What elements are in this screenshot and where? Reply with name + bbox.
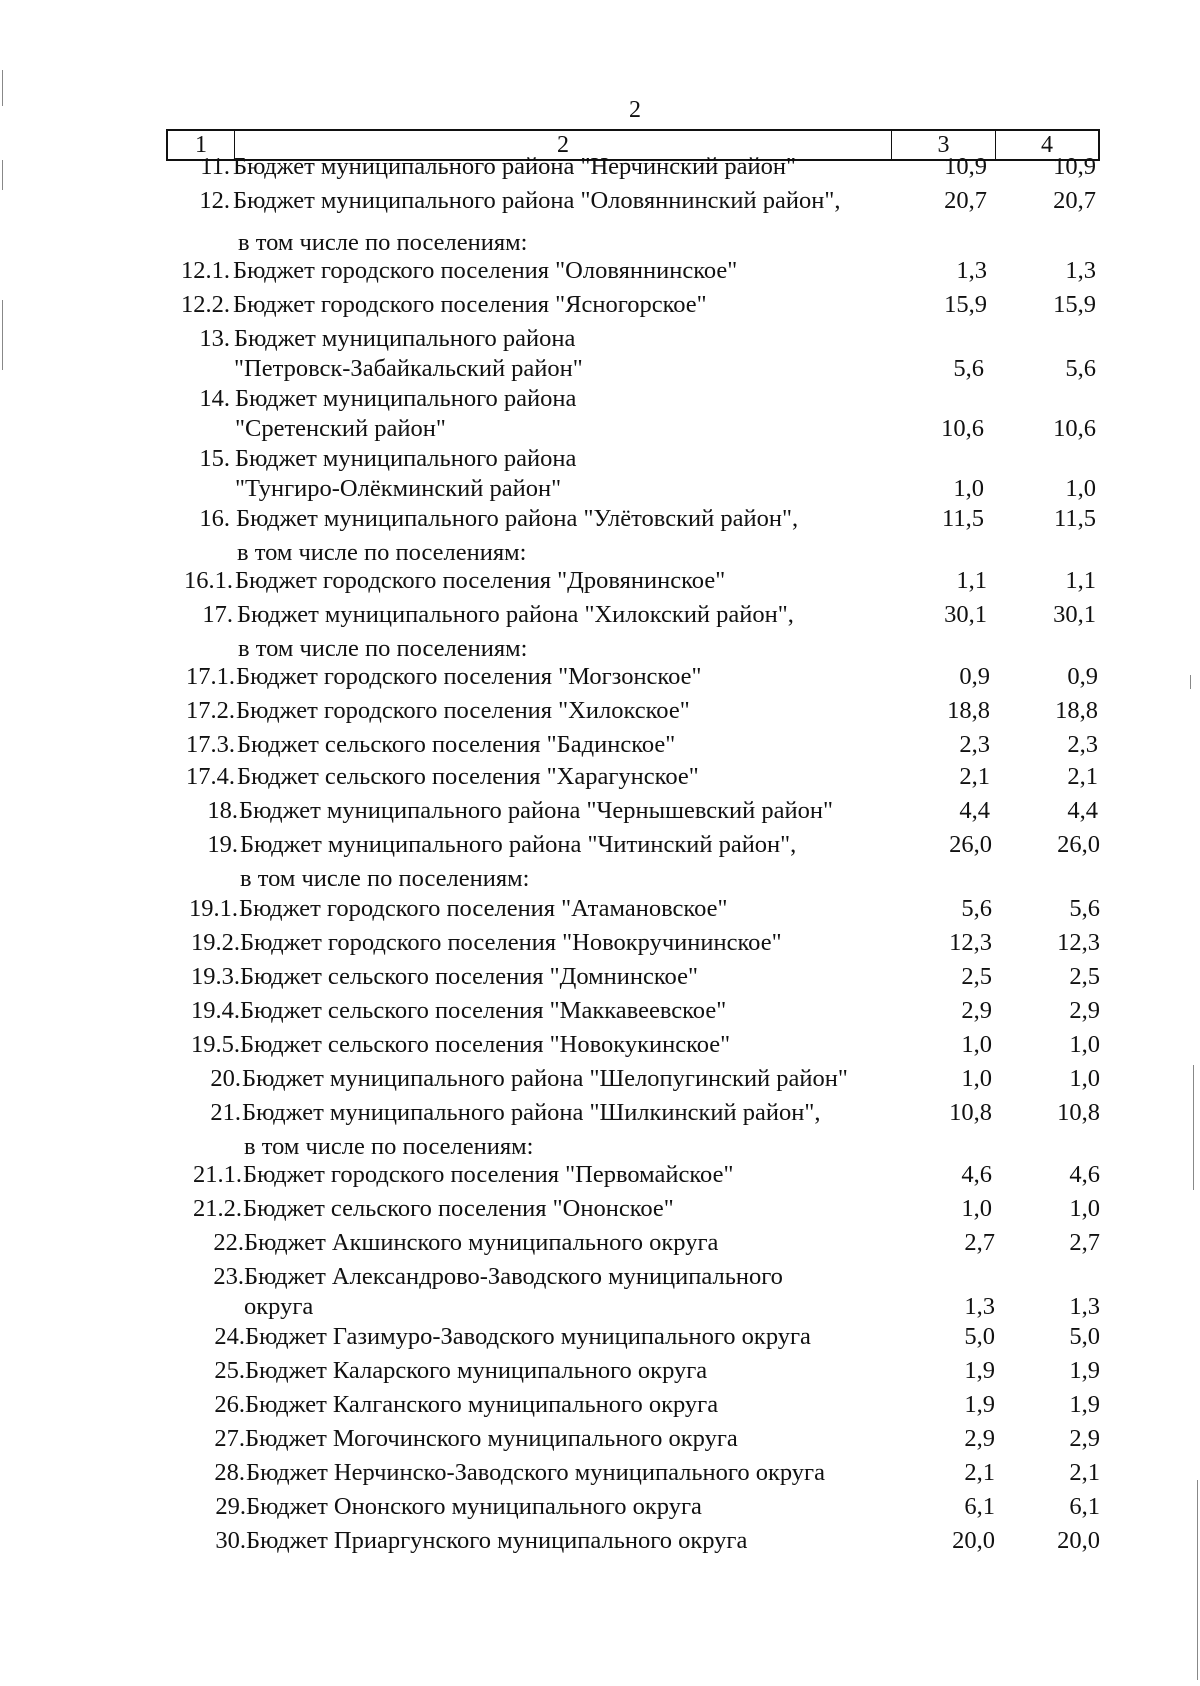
- row-number: 19.5.: [191, 1031, 240, 1058]
- row-budget-name: Бюджет муниципального района: [235, 385, 577, 412]
- row-budget-name: Бюджет муниципального района "Чернышевский район": [239, 797, 833, 824]
- row-value-col4: 20,7: [1053, 187, 1096, 214]
- row-budget-name: Бюджет сельского поселения "Новокукинское": [240, 1031, 731, 1058]
- row-value-col4: 10,8: [1057, 1099, 1100, 1126]
- row-budget-name: Бюджет муниципального района "Хилокский район",: [237, 601, 794, 628]
- row-number: 27.: [214, 1425, 245, 1452]
- row-value-col3: 30,1: [944, 601, 987, 628]
- row-value-col4: 1,0: [1069, 1065, 1100, 1092]
- row-value-col4: 1,0: [1069, 1031, 1100, 1058]
- row-number: 16.: [199, 505, 230, 532]
- row-value-col3: 1,0: [953, 475, 984, 502]
- row-value-col3: 1,3: [964, 1293, 995, 1320]
- row-budget-name: Бюджет сельского поселения "Маккавеевское": [240, 997, 727, 1024]
- row-budget-name: в том числе по поселениям:: [238, 229, 528, 256]
- row-value-col3: 1,0: [961, 1031, 992, 1058]
- row-value-col3: 4,6: [961, 1161, 992, 1188]
- row-value-col4: 4,4: [1067, 797, 1098, 824]
- row-value-col4: 6,1: [1069, 1493, 1100, 1520]
- row-value-col4: 1,9: [1069, 1391, 1100, 1418]
- scan-margin-mark: [1197, 1480, 1198, 1680]
- row-number: 14.: [199, 385, 230, 412]
- header-col-3: 3: [892, 131, 996, 159]
- row-value-col4: 5,6: [1065, 355, 1096, 382]
- row-budget-name: Бюджет Калганского муниципального округа: [245, 1391, 719, 1418]
- row-budget-name: Бюджет сельского поселения "Харагунское": [237, 763, 699, 790]
- row-budget-name: Бюджет муниципального района "Шилкинский район",: [242, 1099, 821, 1126]
- row-budget-name: Бюджет сельского поселения "Бадинское": [237, 731, 676, 758]
- row-value-col3: 0,9: [959, 663, 990, 690]
- row-value-col3: 5,6: [953, 355, 984, 382]
- scan-margin-mark: [2, 300, 3, 370]
- row-value-col3: 18,8: [947, 697, 990, 724]
- row-value-col3: 20,7: [944, 187, 987, 214]
- row-number: 25.: [214, 1357, 245, 1384]
- row-value-col3: 10,9: [944, 153, 987, 180]
- row-value-col4: 11,5: [1054, 505, 1096, 532]
- row-budget-name: Бюджет городского поселения "Новокручининское": [240, 929, 782, 956]
- row-budget-name: Бюджет муниципального района "Нерчинский район": [233, 153, 796, 180]
- row-number: 19.1.: [189, 895, 238, 922]
- row-number: 22.: [213, 1229, 244, 1256]
- row-value-col4: 2,1: [1067, 763, 1098, 790]
- row-value-col4: 18,8: [1055, 697, 1098, 724]
- row-value-col3: 2,3: [959, 731, 990, 758]
- row-number: 21.2.: [193, 1195, 242, 1222]
- row-value-col4: 5,6: [1069, 895, 1100, 922]
- row-value-col4: 1,1: [1065, 567, 1096, 594]
- row-number: 20.: [210, 1065, 241, 1092]
- row-budget-name: Бюджет городского поселения "Ясногорское": [233, 291, 707, 318]
- header-col-2: 2: [235, 131, 892, 159]
- row-value-col3: 2,9: [961, 997, 992, 1024]
- row-number: 17.3.: [186, 731, 235, 758]
- row-budget-name: в том числе по поселениям:: [240, 865, 530, 892]
- row-budget-name: "Тунгиро-Олёкминский район": [235, 475, 562, 502]
- row-value-col3: 4,4: [959, 797, 990, 824]
- row-number: 13.: [199, 325, 230, 352]
- header-col-1: 1: [168, 131, 235, 159]
- row-number: 29.: [215, 1493, 246, 1520]
- row-value-col3: 1,3: [956, 257, 987, 284]
- row-number: 19.2.: [191, 929, 240, 956]
- row-value-col3: 1,1: [956, 567, 987, 594]
- row-number: 19.4.: [191, 997, 240, 1024]
- row-number: 17.2.: [186, 697, 235, 724]
- row-budget-name: "Петровск-Забайкальский район": [234, 355, 583, 382]
- row-number: 17.4.: [186, 763, 235, 790]
- row-value-col3: 26,0: [949, 831, 992, 858]
- row-value-col3: 1,0: [961, 1195, 992, 1222]
- row-value-col4: 20,0: [1057, 1527, 1100, 1554]
- row-value-col3: 2,9: [964, 1425, 995, 1452]
- row-budget-name: Бюджет муниципального района "Улётовский район",: [236, 505, 799, 532]
- row-value-col3: 12,3: [949, 929, 992, 956]
- row-value-col4: 1,0: [1065, 475, 1096, 502]
- row-value-col3: 1,0: [961, 1065, 992, 1092]
- row-value-col3: 10,8: [949, 1099, 992, 1126]
- row-value-col4: 30,1: [1053, 601, 1096, 628]
- row-value-col3: 10,6: [941, 415, 984, 442]
- row-value-col4: 0,9: [1067, 663, 1098, 690]
- row-budget-name: Бюджет Каларского муниципального округа: [245, 1357, 708, 1384]
- row-number: 17.: [202, 601, 233, 628]
- row-number: 21.1.: [193, 1161, 242, 1188]
- row-number: 23.: [213, 1263, 244, 1290]
- row-number: 15.: [199, 445, 230, 472]
- row-budget-name: Бюджет Ононского муниципального округа: [246, 1493, 702, 1520]
- row-value-col4: 2,9: [1069, 1425, 1100, 1452]
- row-number: 12.1.: [181, 257, 230, 284]
- row-budget-name: Бюджет Могочинского муниципального округа: [245, 1425, 738, 1452]
- row-budget-name: Бюджет муниципального района "Читинский район",: [240, 831, 797, 858]
- row-value-col4: 1,0: [1069, 1195, 1100, 1222]
- row-value-col4: 2,7: [1069, 1229, 1100, 1256]
- row-number: 17.1.: [186, 663, 235, 690]
- row-value-col4: 26,0: [1057, 831, 1100, 858]
- row-budget-name: в том числе по поселениям:: [237, 539, 527, 566]
- row-value-col3: 1,9: [964, 1391, 995, 1418]
- row-number: 21.: [210, 1099, 241, 1126]
- row-value-col4: 1,9: [1069, 1357, 1100, 1384]
- row-value-col3: 11,5: [942, 505, 984, 532]
- row-budget-name: Бюджет Газимуро-Заводского муниципального округа: [245, 1323, 811, 1350]
- row-value-col4: 10,6: [1053, 415, 1096, 442]
- row-budget-name: Бюджет городского поселения "Атамановское": [239, 895, 728, 922]
- row-number: 18.: [207, 797, 238, 824]
- row-number: 19.: [207, 831, 238, 858]
- row-number: 28.: [214, 1459, 245, 1486]
- page-number: 2: [629, 97, 641, 123]
- row-value-col4: 4,6: [1069, 1161, 1100, 1188]
- row-value-col4: 10,9: [1053, 153, 1096, 180]
- row-value-col3: 2,1: [964, 1459, 995, 1486]
- row-number: 12.: [199, 187, 230, 214]
- row-budget-name: Бюджет муниципального района "Оловяннинский район",: [233, 187, 841, 214]
- row-number: 12.2.: [181, 291, 230, 318]
- row-value-col3: 2,1: [959, 763, 990, 790]
- row-budget-name: в том числе по поселениям:: [244, 1133, 534, 1160]
- row-budget-name: Бюджет Приаргунского муниципального округа: [246, 1527, 748, 1554]
- row-value-col4: 2,5: [1069, 963, 1100, 990]
- row-value-col4: 2,3: [1067, 731, 1098, 758]
- row-budget-name: Бюджет муниципального района: [235, 445, 577, 472]
- row-number: 11.: [200, 153, 230, 180]
- row-number: 30.: [215, 1527, 246, 1554]
- scan-margin-mark: [1193, 1065, 1194, 1190]
- scan-margin-mark: [1190, 675, 1191, 689]
- header-col-4: 4: [1041, 132, 1053, 158]
- row-budget-name: Бюджет муниципального района "Шелопугинский район": [242, 1065, 848, 1092]
- row-budget-name: округа: [244, 1293, 314, 1320]
- row-value-col3: 6,1: [964, 1493, 995, 1520]
- row-budget-name: Бюджет муниципального района: [234, 325, 576, 352]
- row-value-col4: 2,9: [1069, 997, 1100, 1024]
- row-budget-name: Бюджет городского поселения "Хилокское": [236, 697, 690, 724]
- row-value-col3: 15,9: [944, 291, 987, 318]
- row-value-col3: 20,0: [952, 1527, 995, 1554]
- row-value-col3: 2,7: [964, 1229, 995, 1256]
- row-value-col3: 2,5: [961, 963, 992, 990]
- row-value-col3: 1,9: [964, 1357, 995, 1384]
- row-budget-name: Бюджет Нерчинско-Заводского муниципального округа: [246, 1459, 825, 1486]
- row-budget-name: в том числе по поселениям:: [238, 635, 528, 662]
- row-number: 26.: [214, 1391, 245, 1418]
- row-value-col3: 5,6: [961, 895, 992, 922]
- row-budget-name: Бюджет городского поселения "Оловяннинское": [233, 257, 738, 284]
- row-number: 16.1.: [184, 567, 233, 594]
- row-budget-name: Бюджет сельского поселения "Домнинское": [240, 963, 698, 990]
- row-value-col4: 5,0: [1069, 1323, 1100, 1350]
- row-budget-name: "Сретенский район": [235, 415, 446, 442]
- row-value-col3: 5,0: [964, 1323, 995, 1350]
- row-budget-name: Бюджет Александрово-Заводского муниципального: [244, 1263, 783, 1290]
- row-budget-name: Бюджет городского поселения "Могзонское": [236, 663, 702, 690]
- scan-margin-mark: [2, 70, 3, 106]
- row-budget-name: Бюджет городского поселения "Первомайское": [243, 1161, 734, 1188]
- row-value-col4: 15,9: [1053, 291, 1096, 318]
- row-budget-name: Бюджет Акшинского муниципального округа: [244, 1229, 719, 1256]
- row-value-col4: 2,1: [1069, 1459, 1100, 1486]
- row-budget-name: Бюджет городского поселения "Дровянинское": [235, 567, 726, 594]
- scan-margin-mark: [2, 160, 3, 190]
- row-number: 24.: [214, 1323, 245, 1350]
- row-value-col4: 1,3: [1069, 1293, 1100, 1320]
- row-budget-name: Бюджет сельского поселения "Ононское": [243, 1195, 674, 1222]
- row-value-col4: 12,3: [1057, 929, 1100, 956]
- row-value-col4: 1,3: [1065, 257, 1096, 284]
- row-number: 19.3.: [191, 963, 240, 990]
